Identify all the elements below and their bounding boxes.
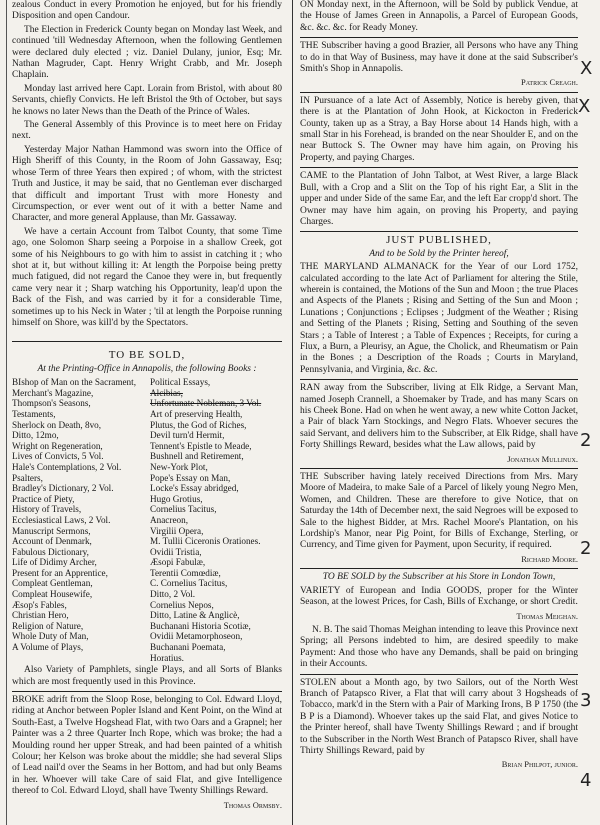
- book-title: Christian Hero,: [12, 610, 69, 621]
- book-title: M. Tullii Ciceronis Orationes.: [150, 536, 261, 547]
- books-column-2: [150, 377, 282, 663]
- book-title: Tennent's Epistle to Meade,: [150, 440, 252, 451]
- margin-mark-x: X: [578, 96, 591, 117]
- book-title: History of Travels,: [12, 504, 82, 515]
- margin-mark-2: 2: [580, 538, 592, 559]
- divider: [300, 167, 578, 168]
- divider: [300, 37, 578, 38]
- book-title: Buchanani Historia Scotiæ,: [150, 620, 251, 631]
- divider: [12, 341, 282, 342]
- margin-mark-4: 4: [580, 770, 592, 791]
- book-title: Plutus, the God of Riches,: [150, 419, 247, 430]
- brazier-ad: THE Subscriber having a good Brazier, all Persons who have any Thing to do in that Way of Business, may have it done at the said Subscriber's Smith's Shop in Annapolis.: [300, 41, 578, 75]
- almanack-subheading: And to be Sold by the Printer hereof,: [369, 248, 509, 259]
- book-title: Hugo Grotius,: [150, 493, 203, 504]
- book-title: Ecclesiastical Laws, 2 Vol.: [12, 514, 111, 525]
- book-title: Political Essays,: [150, 377, 211, 388]
- book-title: Pope's Essay on Man,: [150, 472, 231, 483]
- books-footer: Also Variety of Pamphlets, single Plays, and all Sorts of Blanks which are most frequently used in this Province.: [12, 665, 282, 687]
- news-paragraph: The General Assembly of this Province is to meet here on Friday next.: [12, 120, 282, 142]
- book-title: Cornelius Nepos,: [150, 599, 214, 610]
- negroes-sale-ad: THE Subscriber having lately received Directions from Mrs. Mary Moore of Madeira, to make Sale of a Parcel of likely young Negro Men, Women, and Children. These are therefore to give Notice, that on Saturday the 14th of December next, the said Negroes will be exposed to Sale to the highest Bidder, at Mrs. Rachel Moore's Plantation, on his Lordship's Manor, near Pig Point, for Bills of Exchange, Sterling, or Currency, and Time given for Payment, upon Security, if required.: [300, 472, 578, 551]
- almanack-ad: THE MARYLAND ALMANACK for the Year of our Lord 1752, calculated according to the late Act of Parliament for altering the Stile, wherein is contained, the Motions of the Sun and Moon ; the true Places and Aspects of the Planets ; Rising and Setting of the Sun and Moon ; Lunations ; Conjunctions ; Eclipses ; Judgment of the Weather ; Rising and Setting of the Planets ; Rising, Setting and Southing of the seven Stars ; a Table of Interest ; a Table of Expences ; Receipts, for curing a Flux, a Burn, a Pleurisy, an Ague, the Cholick, and Rheumatism or Pain in the Bones ; a Description of the Roads ; Courts in Maryland, Pennsylvania, and Virginia, &c. &c.: [300, 262, 578, 375]
- book-title: Æsopi Fabulæ,: [150, 557, 206, 568]
- stolen-signer: Brian Philpot, junior.: [501, 759, 578, 770]
- books-column-1: [12, 377, 144, 663]
- news-paragraph: Yesterday Major Nathan Hammond was sworn into the Office of High Sheriff of this County, in the Room of John Gassaway, Esq; whose Term of three Years then expired ; of whom, with the strictest Truth and Justice, it may be said, that no Gentleman ever discharged that difficult and important Trust with more Honesty and Circumspection, or ever went out of it with a better Name and Character, and more general Applause, than Mr. Gassaway.: [12, 144, 282, 224]
- book-title: Devil turn'd Hermit,: [150, 430, 225, 441]
- books-heading: TO BE SOLD,: [108, 349, 186, 362]
- book-title: A Volume of Plays,: [12, 642, 84, 653]
- store-ad: VARIETY of European and India GOODS, proper for the Winter Season, at the lowest Prices, for Cash, Bills of Exchange, or short Credit.: [300, 585, 578, 608]
- left-edge-rule: [6, 0, 7, 825]
- book-title: Testaments,: [12, 408, 56, 419]
- book-title: Merchant's Magazine,: [12, 387, 94, 398]
- news-paragraph: zealous Conduct in every Promotion he enjoyed, but for his friendly Disposition and open Candour.: [12, 0, 282, 22]
- runaway-ad: RAN away from the Subscriber, living at Elk Ridge, a Servant Man, named Joseph Crannell, a Shoemaker by Trade, and has many Scars on his Cheek Bone. Had on when he went away, a new white Cotton Jacket, a Pair of black Yarn Stockings, and Negro Flats. Whoever secures the said Servant, and delivers him to the Subscriber, at Elk Ridge, shall have Forty Shillings Reward, besides what the Law allows, paid by: [300, 383, 578, 451]
- book-title: Hale's Contemplations, 2 Vol.: [12, 461, 122, 472]
- book-title: Whole Duty of Man,: [12, 631, 89, 642]
- book-title: Bradley's Dictionary, 2 Vol.: [12, 483, 114, 494]
- book-title: Practice of Piety,: [12, 493, 75, 504]
- book-title: Terentii Comœdiæ,: [150, 567, 221, 578]
- divider: [300, 379, 578, 380]
- negroes-signer: Richard Moore.: [521, 553, 578, 564]
- store-signer: Thomas Meighan.: [516, 610, 578, 621]
- left-column: [12, 0, 282, 814]
- stray-bull-ad: CAME to the Plantation of John Talbot, at West River, a large Black Bull, with a Crop and a Slit on the Top of his right Ear, a Slit in the upper and under Side of the same Ear, and the left Ear cropp'd short. The Owner may have him again, on proving his Property, and paying Charges.: [300, 171, 578, 227]
- vendue-ad: ON Monday next, in the Afternoon, will be Sold by publick Vendue, at the House of James Green in Annapolis, a Parcel of European Goods, &c. &c. &c. for Ready Money.: [300, 0, 578, 33]
- margin-mark-3: 3: [580, 690, 592, 711]
- book-title: Ditto, 12mo,: [12, 430, 59, 441]
- column-divider: [292, 0, 293, 825]
- margin-mark-2: 2: [580, 430, 592, 451]
- book-title: Ovidii Metamorphoseon,: [150, 631, 243, 642]
- book-title: Compleat Housewife,: [12, 589, 93, 600]
- brazier-signer: Patrick Creagh.: [521, 77, 578, 88]
- news-paragraph: We have a certain Account from Talbot County, that some Time ago, one Solomon Sharp seeing a Porpoise in a shallow Creek, got some of his Neighbours to go with him to assist in catching it ; who shot at it, but without killing it: At length the Porpoise being pretty much fatigued, did not regard the Canoe they were in, but frequently came very near it ; Sharp watching his Opportunity, leap'd upon the Back of the Fish, and was carried by it for a considerable Time, sometimes up to his Neck in Water ; 'til at length the Porpoise running himself on Shore, was kill'd by the Spectators.: [12, 226, 282, 328]
- book-title: Buchanani Poemata,: [150, 642, 226, 653]
- book-title: Anacreon,: [150, 514, 189, 525]
- book-title: Ovidii Tristia,: [150, 546, 202, 557]
- book-title: Virgilii Opera,: [150, 525, 204, 536]
- book-title: Life of Didimy Archer,: [12, 557, 97, 568]
- book-title: Present for an Apprentice,: [12, 567, 108, 578]
- book-title: Lives of Convicts, 5 Vol.: [12, 451, 104, 462]
- book-title: Psalters,: [12, 472, 43, 483]
- book-title: Sherlock on Death, 8vo,: [12, 419, 102, 430]
- book-title: Compleat Gentleman,: [12, 578, 93, 589]
- book-title: Horatius.: [150, 652, 184, 663]
- store-heading: TO BE SOLD by the Subscriber at his Store in London Town,: [322, 572, 556, 583]
- broke-adrift-ad: BROKE adrift from the Sloop Rose, belonging to Col. Edward Lloyd, riding at Anchor between Popler Island and Kent Point, on the Wind at South-East, a Twelve Hogshead Flat, with two Oars and a Grapnel; her Painter was a 2 three Quarter Inch Rope, which was broke; the had a Moulding round her upper Streak, and had been painted of a whitish Colour; her Kelson was broke about the middle; she had several Slips of Lead nail'd over the Seams in her Bottom, and had but only Beams in her. Whoever will take Care of said Flat, and give Intelligence thereof to Col. Edward Lloyd, shall have Twenty Shillings Reward.: [12, 695, 282, 797]
- right-column: [300, 0, 578, 774]
- books-subheading: At the Printing-Office in Annapolis, the following Books :: [37, 363, 257, 374]
- divider: [300, 674, 578, 675]
- stray-horse-ad: IN Pursuance of a late Act of Assembly, Notice is hereby given, that there is at the Plantation of John Hook, at Kickocton in Frederick County, taken up as a Stray, a Bay Horse about 14 Hands high, with a small Star in his Forehead, is branded on the near Shoulder E, and on the near Buttock S. The Owner may have him again, on Proving his Property, and paying Charges.: [300, 95, 578, 163]
- book-title: Ditto, 2 Vol.: [150, 589, 196, 600]
- book-title: Thompson's Seasons,: [12, 398, 91, 409]
- books-list: [12, 377, 282, 663]
- divider: [300, 92, 578, 93]
- book-title: Ditto, Latine & Anglicè,: [150, 610, 240, 621]
- divider: [300, 231, 578, 232]
- runaway-signer: Jonathan Mullinux.: [507, 453, 578, 464]
- broke-signer: Thomas Ormsby.: [223, 799, 282, 810]
- book-title: Account of Denmark,: [12, 536, 92, 547]
- news-paragraph: Monday last arrived here Capt. Lorain from Bristol, with about 80 Servants, chiefly Convicts. He left Bristol the 9th of October, but says he knows no later News than the Death of the Prince of Wales.: [12, 83, 282, 117]
- book-title: Religion of Nature,: [12, 620, 84, 631]
- book-title: Fabulous Dictionary,: [12, 546, 89, 557]
- divider: [12, 691, 282, 692]
- book-title: Unfortunate Nobleman, 3 Vol.: [150, 398, 262, 409]
- book-title: Bushnell and Retirement,: [150, 451, 244, 462]
- book-title: Alcibias,: [150, 387, 183, 398]
- book-title: Cornelius Tacitus,: [150, 504, 217, 515]
- book-title: C. Cornelius Tacitus,: [150, 578, 228, 589]
- book-title: Locke's Essay abridged,: [150, 483, 239, 494]
- store-nb: N. B. The said Thomas Meighan intending to leave this Province next Spring; all Persons indebted to him, are desired speedily to make Payment: And those who have any Demands, shall be paid on bringing in their Accounts.: [300, 624, 578, 670]
- book-title: Æsop's Fables,: [12, 599, 67, 610]
- book-title: Art of preserving Health,: [150, 408, 243, 419]
- book-title: Manuscript Sermons,: [12, 525, 91, 536]
- book-title: BIshop of Man on the Sacrament,: [12, 377, 137, 388]
- almanack-heading: JUST PUBLISHED,: [386, 234, 492, 247]
- margin-mark-x: X: [580, 58, 593, 79]
- divider: [300, 568, 578, 569]
- book-title: Wright on Regeneration,: [12, 440, 103, 451]
- news-paragraph: The Election in Frederick County began on Monday last Week, and continued 'till Wednesday Afternoon, when the following Gentlemen were declared duly elected ; viz. Daniel Dulany, junior, Esq; Mr. Nathan Magruder, Capt. Henry Wright Crabb, and Mr. Joseph Chaplain.: [12, 24, 282, 81]
- book-title: New-York Plot,: [150, 461, 208, 472]
- stolen-flat-ad: STOLEN about a Month ago, by two Sailors, out of the North West Branch of Patapsco River, a Flat that will carry about 3 Hogsheads of Tobacco, mark'd in the Stern with a Pair of Marking Irons, B P 1750 (the B P is a Diamond). Whoever takes up the said Flat, and gives Notice to the Printer hereof, shall have Twenty Shillings Reward ; and if brought to the Subscriber in the North West Branch of Patapsco River, shall have Thirty Shillings Reward, paid by: [300, 677, 578, 756]
- divider: [300, 468, 578, 469]
